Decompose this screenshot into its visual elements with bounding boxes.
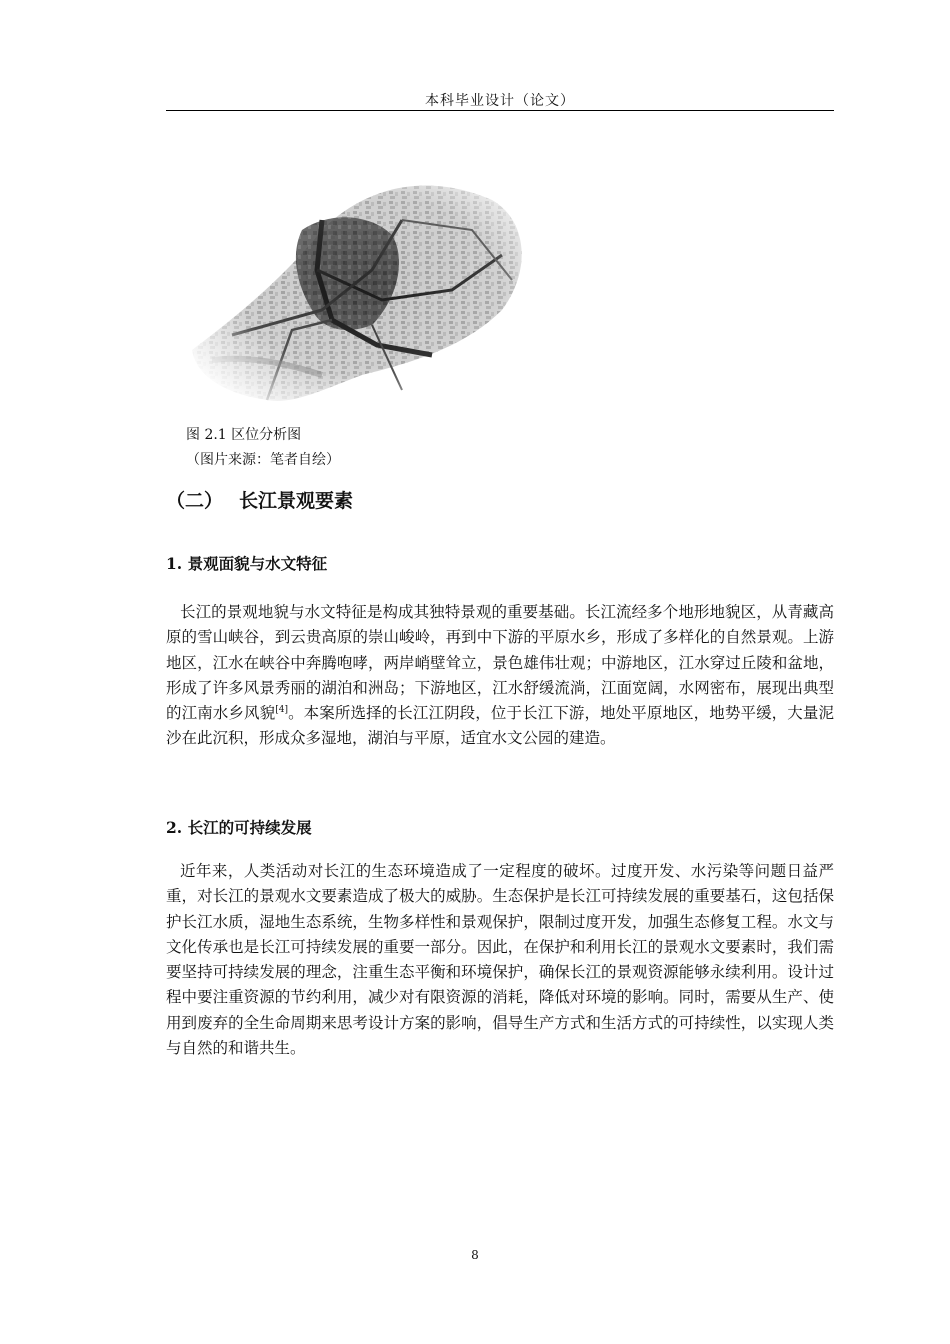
paragraph-text-part2: 。本案所选择的长江江阴段，位于长江下游，地处平原地区，地势平缓，大量泥沙在此沉积，形成众多湿地，湖泊与平原，适宜水文公园的建造。 bbox=[166, 704, 834, 748]
figure-source: （图片来源：笔者自绘） bbox=[186, 452, 340, 468]
citation-reference: [4] bbox=[275, 705, 288, 716]
paragraph-sustainability: 近年来，人类活动对长江的生态环境造成了一定程度的破坏。过度开发、水污染等问题日益严重，对长江的景观水文要素造成了极大的威胁。生态保护是长江可持续发展的重要基石，这包括保护长江水质，湿地生态系统，生物多样性和景观保护，限制过度开发，加强生态修复工程。水文与文化传承也是长江可持续发展的重要一部分。因此，在保护和利用长江的景观水文要素时，我们需要坚持可持续发展的理念，注重生态平衡和环境保护，确保长江的景观资源能够永续利用。设计过程中要注重资源的节约利用，减少对有限资源的消耗，降低对环境的影响。同时，需要从生产、使用到废弃的全生命周期来思考设计方案的影响，倡导生产方式和生活方式的可持续性，以实现人类与自然的和谐共生。 bbox=[166, 862, 834, 1058]
section-number: （二） bbox=[166, 490, 224, 512]
page-number: 8 bbox=[471, 1248, 479, 1262]
paragraph-text-part1: 长江的景观地貌与水文特征是构成其独特景观的重要基础。长江流经多个地形地貌区，从青藏高原的雪山峡谷，到云贵高原的崇山峻岭，再到中下游的平原水乡，形成了多样化的自然景观。上游地区，江水在峡谷中奔腾咆哮，两岸峭壁耸立，景色雄伟壮观；中游地区，江水穿过丘陵和盆地，形成了许多风景秀丽的湖泊和洲岛；下游地区，江水舒缓流淌，江面宽阔，水网密布，展现出典型的江南水乡风貌 bbox=[166, 603, 834, 723]
paragraph-landscape-hydrology bbox=[166, 600, 834, 752]
subsection-heading-2: 2. 长江的可持续发展 bbox=[166, 818, 312, 837]
figure-caption: 图 2.1 区位分析图 bbox=[186, 427, 302, 443]
running-header: 本科毕业设计（论文） bbox=[425, 93, 575, 109]
aerial-site-map-image bbox=[172, 160, 532, 410]
section-title: 长江景观要素 bbox=[239, 490, 354, 512]
site-location-map bbox=[172, 160, 532, 410]
section-heading bbox=[166, 488, 353, 514]
subsection-heading-1: 1. 景观面貌与水文特征 bbox=[166, 554, 328, 573]
header-rule bbox=[166, 110, 834, 111]
